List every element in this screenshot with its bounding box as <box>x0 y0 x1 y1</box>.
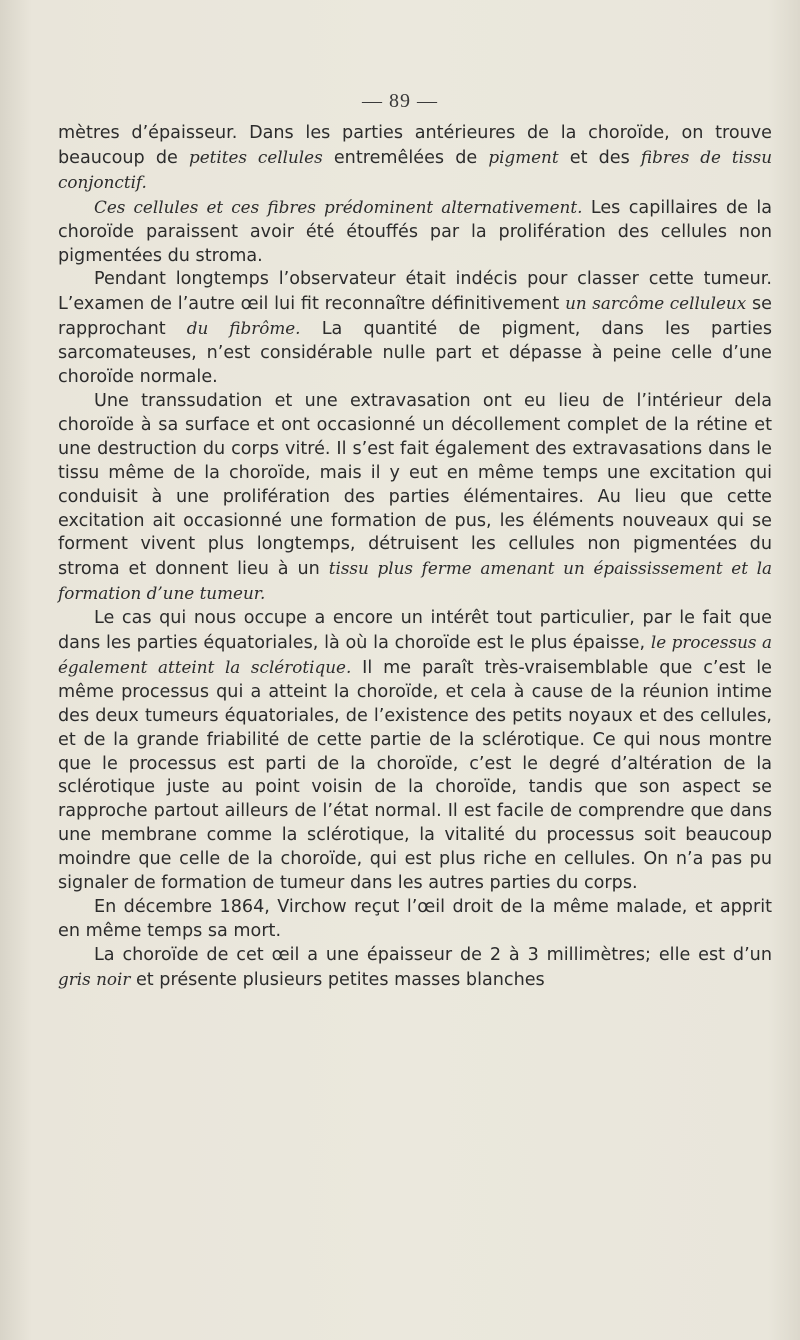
paragraph <box>58 607 772 896</box>
italic-run: fibres de tissu conjonctif. <box>58 146 773 192</box>
text-run: Pendant longtemps l’observateur était indécis pour classer cette tumeur. L’examen de l’autre œil lui fit reconnaître définitivement <box>58 269 772 315</box>
page-body-text <box>58 122 772 993</box>
italic-run: pigment <box>488 146 559 167</box>
text-run: se rapprochant <box>58 294 772 340</box>
text-run: La choroïde de cet œil a une épaisseur de 2 à 3 millimètres; elle est d’un <box>94 944 772 965</box>
paragraph <box>58 196 772 269</box>
text-run: La quantité de pigment, dans les parties sarcomateuses, n’est considérable nulle part et dépasse à peine celle d’une choroïde normale. <box>58 319 773 388</box>
page-number: — 89 — <box>362 90 438 112</box>
paragraph <box>58 268 772 390</box>
text-run: Une transsudation et une extravasation ont eu lieu de l’intérieur dela choroïde à sa surface et ont occasionné un décollement complet de la rétine et une destruction du corps vitré. Il s’est fait également des extravasations dans le tissu même de la choroïde, mais il y eut en même temps une excitation qui conduisit à une prolifération des parties élémentaires. Au lieu que cette excitation ait occasionné une formation de pus, les éléments nouveaux qui se forment vivent plus longtemps, détruisent les cellules non pigmentées du stroma et donnent lieu à un <box>58 390 772 580</box>
paragraph <box>58 896 772 944</box>
text-run: Il me paraît très-vraisemblable que c’est le même processus qui a atteint la choroïde, et cela à cause de la réunion intime des deux tumeurs équatoriales, de l’existence des petits noyaux et des cellules, et de la grande friabilité de cette partie de la sclérotique. Ce qui nous montre que le processus est parti de la choroïde, c’est le degré d’altération de la sclérotique juste au point voisin de la choroïde, tandis que son aspect se rapproche partout ailleurs de l’état normal. Il est facile de comprendre que dans une membrane comme la sclérotique, la vitalité du processus soit beaucoup moindre que celle de la choroïde, qui est plus riche en cellules. On n’a pas pu signaler de formation de tumeur dans les autres parties du corps. <box>58 657 772 894</box>
text-run: et présente plusieurs petites masses blanches <box>130 969 545 990</box>
italic-run: un sarcôme celluleux <box>565 293 747 314</box>
text-run: Les capillaires de la choroïde paraissent avoir été étouffés par la prolifération des cellules non pigmentées du stroma. <box>58 197 773 266</box>
italic-run: du fibrôme. <box>186 318 301 339</box>
text-run: mètres d’épaisseur. Dans les parties antérieures de la choroïde, on trouve beaucoup de <box>58 123 772 168</box>
paragraph <box>58 944 772 993</box>
text-run: et des <box>558 147 641 168</box>
paragraph <box>58 122 772 196</box>
italic-run: Ces cellules et ces fibres prédominent alternativement. <box>94 196 583 217</box>
italic-run: gris noir <box>58 968 131 989</box>
paragraph <box>58 390 772 607</box>
text-run: entremêlées de <box>322 147 489 168</box>
italic-run: le processus a également atteint la sclérotique. <box>58 632 772 677</box>
italic-run: tissu plus ferme amenant un épaississement et la formation d’une tumeur. <box>58 558 772 604</box>
italic-run: petites cellules <box>188 146 323 167</box>
text-run: Le cas qui nous occupe a encore un intérêt tout particulier, par le fait que dans les parties équatoriales, là où la choroïde est le plus épaisse, <box>58 608 772 654</box>
text-run: En décembre 1864, Virchow reçut l’œil droit de la même malade, et apprit en même temps sa mort. <box>58 897 772 941</box>
